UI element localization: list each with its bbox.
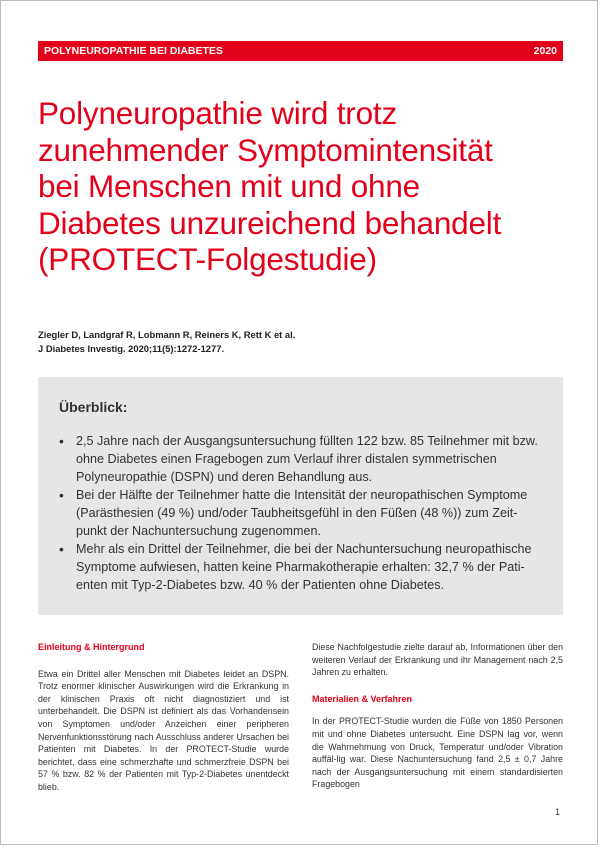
followup-paragraph: Diese Nachfolgestudie zielte darauf ab, Informationen über den weiteren Verlauf der Erkrankung und ihr Management nach 2,5 Jahren zu erhalten. — [312, 642, 563, 678]
title-line: Diabetes unzureichend behandelt — [38, 204, 502, 241]
title-line: Polyneuropathie wird trotz — [38, 95, 397, 131]
overview-list — [59, 432, 541, 594]
title-line: bei Menschen mit und ohne — [38, 168, 420, 204]
section-label: POLYNEUROPATHIE BEI DIABETES — [44, 45, 223, 57]
article-title — [38, 95, 568, 278]
page-number: 1 — [554, 807, 560, 817]
overview-heading: Überblick: — [59, 399, 128, 415]
title-line: zunehmender Symptomintensität — [38, 131, 493, 168]
citation — [38, 328, 295, 356]
section-heading-introduction: Einleitung & Hintergrund — [38, 642, 145, 652]
section-header-bar — [38, 41, 563, 61]
overview-bullet: • Bei der Hälfte der Teilnehmer hatte die Intensität der neuropathischen Symptome (Parästhesien (49 %) und/oder Taubheitsgefühl in den Füßen (48 %)) zum Zeit-punkt der Nachuntersuchung zugenommen. — [59, 486, 541, 540]
citation-journal: J Diabetes Investig. 2020;11(5):1272-1277. — [38, 343, 225, 354]
right-column — [312, 641, 563, 803]
section-heading-methods: Materialien & Verfahren — [312, 693, 413, 704]
introduction-paragraph: Etwa ein Drittel aller Menschen mit Diabetes leidet an DSPN. Trotz enormer klinischer Auswirkungen wird die Erkrankung in der klinischen Praxis oft nicht diagnostiziert und ist unterbehandelt. Die DSPN ist definiert als das Vorhandensein von Symptomen und/oder Anzeichen einer peripheren Nervenfunktionsstörung nach Ausschluss anderer Ursachen bei Patienten mit Diabetes. In der PROTECT-Studie wurde berichtet, dass eine schmerzhafte und schmerzfreie DSPN bei 57 % bzw. 82 % der Patienten mit Typ-2-Diabetes unentdeckt blieb. — [38, 668, 289, 792]
overview-bullet: • 2,5 Jahre nach der Ausgangsuntersuchung füllten 122 bzw. 85 Teilnehmer mit bzw. ohne Diabetes einen Fragebogen zum Verlauf ihrer distalen symmetrischen Polyneuropathie (DSPN) und deren Behandlung aus. — [59, 432, 541, 486]
methods-paragraph: In der PROTECT-Studie wurden die Füße von 1850 Personen mit und ohne Diabetes untersucht. Eine DSPN lag vor, wenn die Wahrnehmung von Druck, Temperatur und/oder Vibration auffäl-lig war. Diese Nachuntersuchung fand 2,5 ± 0,7 Jahre nach der Ausgangsuntersuchung mit einem standardisierten Fragebogen — [312, 716, 563, 790]
year-label: 2020 — [533, 45, 557, 57]
citation-authors: Ziegler D, Landgraf R, Lobmann R, Reiners K, Rett K et al. — [38, 329, 296, 340]
left-column — [38, 641, 289, 806]
title-line: (PROTECT-Folgestudie) — [38, 241, 377, 277]
overview-box — [38, 377, 563, 615]
overview-bullet: • Mehr als ein Drittel der Teilnehmer, die bei der Nachuntersuchung neuropathische Symptome aufwiesen, hatten keine Pharmakotherapie erhalten: 32,7 % der Pati-enten mit Typ-2-Diabetes bzw. 40 % der Patienten ohne Diabetes. — [59, 540, 541, 594]
